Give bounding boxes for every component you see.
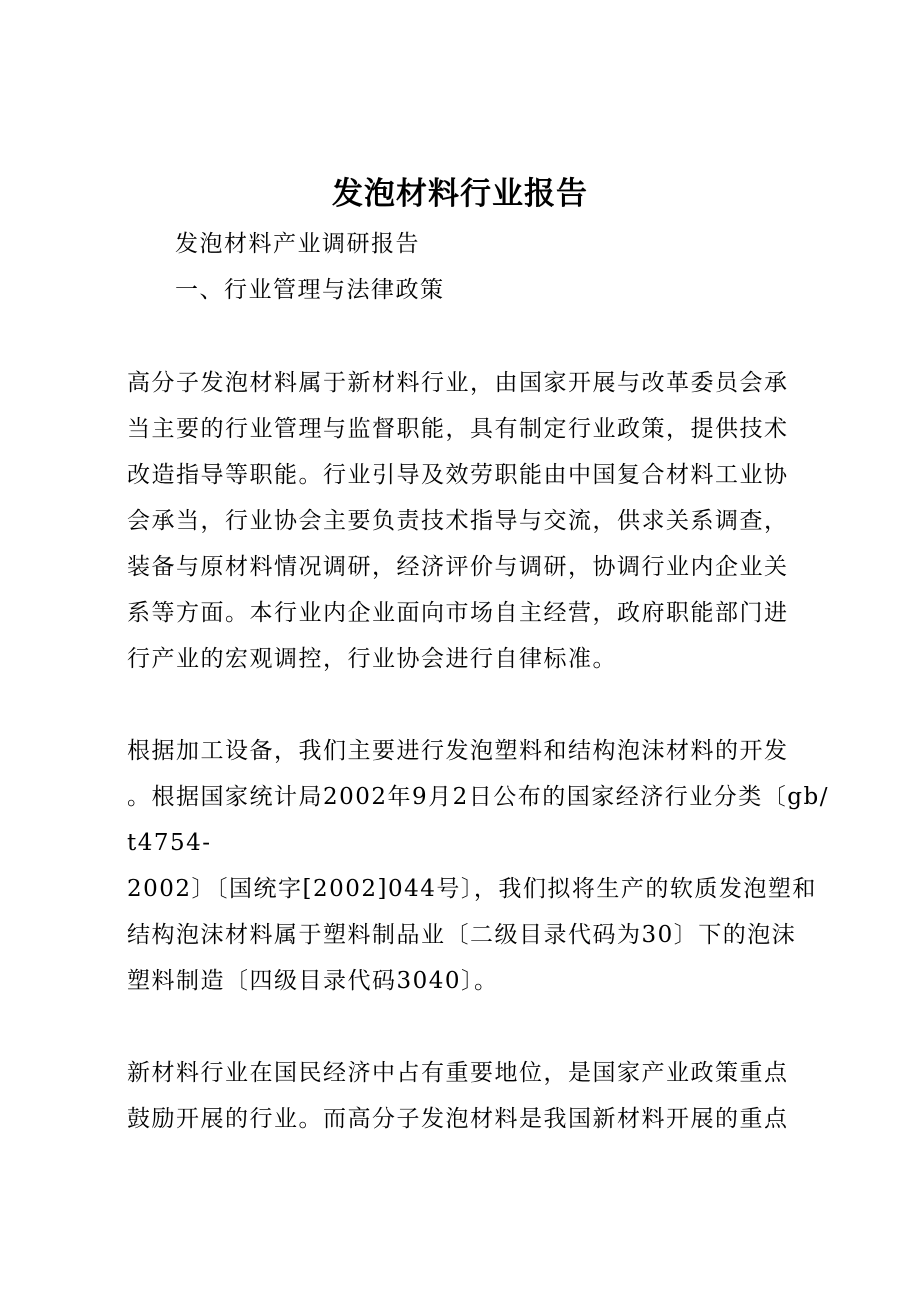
paragraph-line: 高分子发泡材料属于新材料行业，由国家开展与改革委员会承 bbox=[127, 370, 789, 396]
paragraph-line: 结构泡沫材料属于塑料制品业〔二级目录代码为30〕下的泡沫 bbox=[127, 922, 797, 948]
paragraph-classification bbox=[127, 728, 829, 1004]
paragraph-line: 会承当，行业协会主要负责技术指导与交流，供求关系调查， bbox=[127, 508, 789, 534]
paragraph-line: 改造指导等职能。行业引导及效劳职能由中国复合材料工业协 bbox=[127, 462, 789, 488]
paragraph-line: 2002〕〔国统字[2002]044号〕，我们拟将生产的软质发泡塑和 bbox=[127, 876, 817, 902]
paragraph-line: 系等方面。本行业内企业面向市场自主经营，政府职能部门进 bbox=[127, 600, 789, 626]
paragraph-line: t4754- bbox=[127, 830, 212, 856]
paragraph-line: 行产业的宏观调控，行业协会进行自律标准。 bbox=[127, 646, 617, 672]
document-title: 发泡材料行业报告 bbox=[332, 176, 588, 212]
paragraph-line: 塑料制造〔四级目录代码3040〕。 bbox=[127, 968, 499, 994]
document-subtitle: 发泡材料产业调研报告 bbox=[175, 231, 420, 257]
paragraph-line: 新材料行业在国民经济中占有重要地位，是国家产业政策重点 bbox=[127, 1060, 789, 1086]
paragraph-importance bbox=[127, 1050, 807, 1142]
paragraph-line: 当主要的行业管理与监督职能，具有制定行业政策，提供技术 bbox=[127, 416, 789, 442]
paragraph-line: 。根据国家统计局2002年9月2日公布的国家经济行业分类〔gb/ bbox=[127, 784, 829, 810]
section-heading: 一、行业管理与法律政策 bbox=[175, 277, 445, 303]
paragraph-industry-management bbox=[127, 360, 807, 682]
paragraph-line: 根据加工设备，我们主要进行发泡塑料和结构泡沫材料的开发 bbox=[127, 738, 789, 764]
paragraph-line: 装备与原材料情况调研，经济评价与调研，协调行业内企业关 bbox=[127, 554, 789, 580]
paragraph-line: 鼓励开展的行业。而高分子发泡材料是我国新材料开展的重点 bbox=[127, 1106, 789, 1132]
